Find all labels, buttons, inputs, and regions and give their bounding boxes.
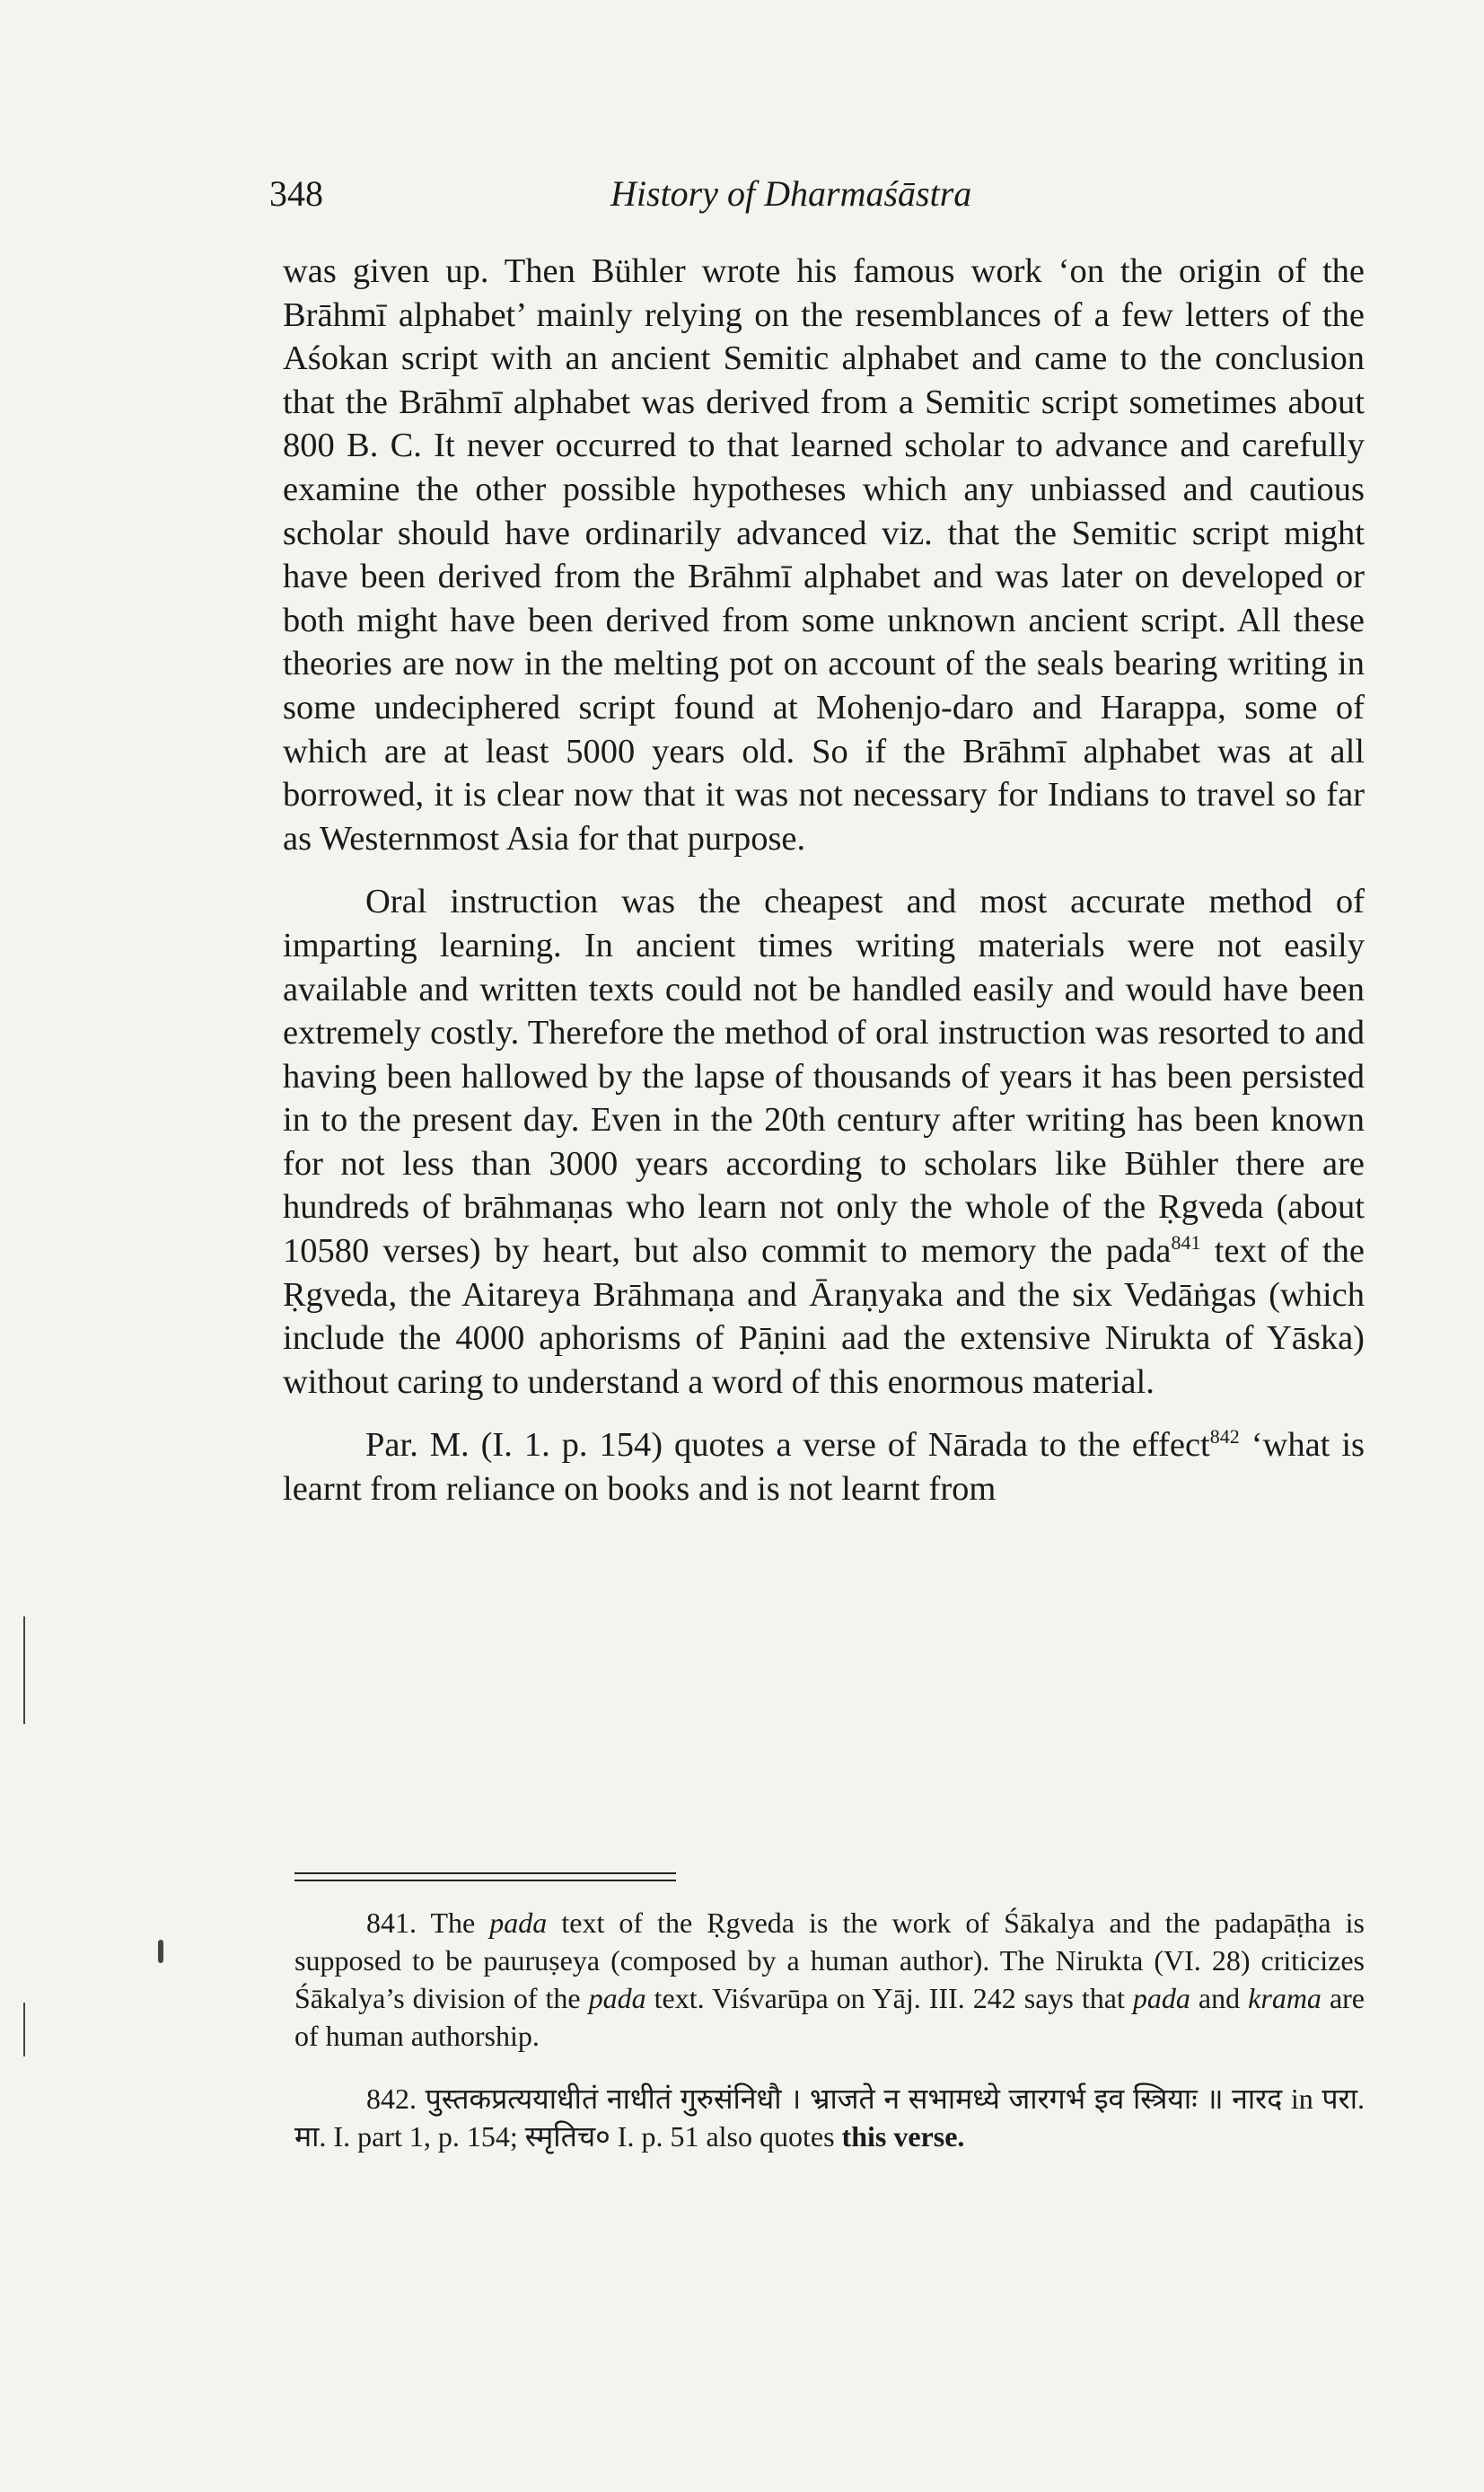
paragraph-2 [283,880,1365,1404]
paragraph-2-part-a: Oral instruction was the cheapest and most accurate method of imparting learning. In ancient times writing materials were not easily available and written texts could not be handled easily and would have been extremely costly. Therefore the method of oral instruction was resorted to and having been hallowed by the lapse of thousands of years it has been persisted in to the present day. Even in the 20th century after writing has been known for not less than 3000 years according to scholars like Bühler there are hundreds of brāhmaṇas who learn not only the whole of the Ṛgveda (about 10580 verses) by heart, but also commit to memory the pada [283,883,1365,1271]
margin-mark [23,1616,25,1724]
page-header [269,172,1374,226]
paragraph-1: was given up. Then Bühler wrote his famous work ‘on the origin of the Brāhmī alphabet’ mainly relying on the resemblances of a few letters of the Aśokan script with an ancient Semitic alphabet and came to the conclusion that the Brāhmī alphabet was derived from a Semitic script sometimes about 800 B. C. It never occurred to that learned scholar to advance and carefully examine the other possible hypotheses which any unbiassed and cautious scholar should have ordinarily advanced viz. that the Semitic script might have been derived from the Brāhmī alphabet and was later on developed or both might have been derived from some unknown ancient script. All these theories are now in the melting pot on account of the seals bearing writing in some undeciphered script found at Mohenjo-daro and Harappa, some of which are at least 5000 years old. So if the Brāhmī alphabet was at all borrowed, it is clear now that it was not necessary for Indians to travel so far as Westernmost Asia for that purpose. [283,252,1365,858]
footnote-841: 841. The pada text of the Ṛgveda is the work of Śākalya and the padapāṭha is supposed to be pauruṣeya (composed by a human author). The Nirukta (VI. 28) criticizes Śākalya’s division of the pada text. Viśvarūpa on Yāj. III. 242 says that pada and krama are of human authorship. [294,1906,1365,2052]
page-number: 348 [269,173,323,214]
margin-mark [23,2003,25,2056]
margin-mark [158,1940,163,1963]
footnote-ref-842: 842 [1209,1425,1240,1449]
main-text [283,250,1365,1511]
footnote-rule-top [294,1872,676,1874]
paragraph-3 [283,1423,1365,1510]
paragraph-3-part-a: Par. M. (I. 1. p. 154) quotes a verse of Nārada to the effect [365,1426,1210,1465]
paragraph-3-part-b: ‘what is learnt from reliance on books and is not learnt from [283,1426,1365,1509]
footnote-842: 842. पुस्तकप्रत्ययाधीतं नाधीतं गुरुसंनिधौ । भ्राजते न सभामध्ये जारगर्भ इव स्त्रियाः ॥ नारद in परा. मा. I. part 1, p. 154; स्मृतिच० I. p. 51 also quotes this verse. [294,2083,1365,2153]
footnote-ref-841: 841 [1171,1231,1201,1255]
footnotes [294,1904,1365,2155]
paragraph-2-part-b: text of the Ṛgveda, the Aitareya Brāhmaṇa and Āraṇyaka and the six Vedāṅgas (which include the 4000 aphorisms of Pāṇini aad the extensive Nirukta of Yāska) without caring to understand a word of this enormous material. [283,1232,1365,1401]
running-title: History of Dharmaśāstra [610,173,972,214]
footnote-rule-bottom [294,1880,676,1881]
